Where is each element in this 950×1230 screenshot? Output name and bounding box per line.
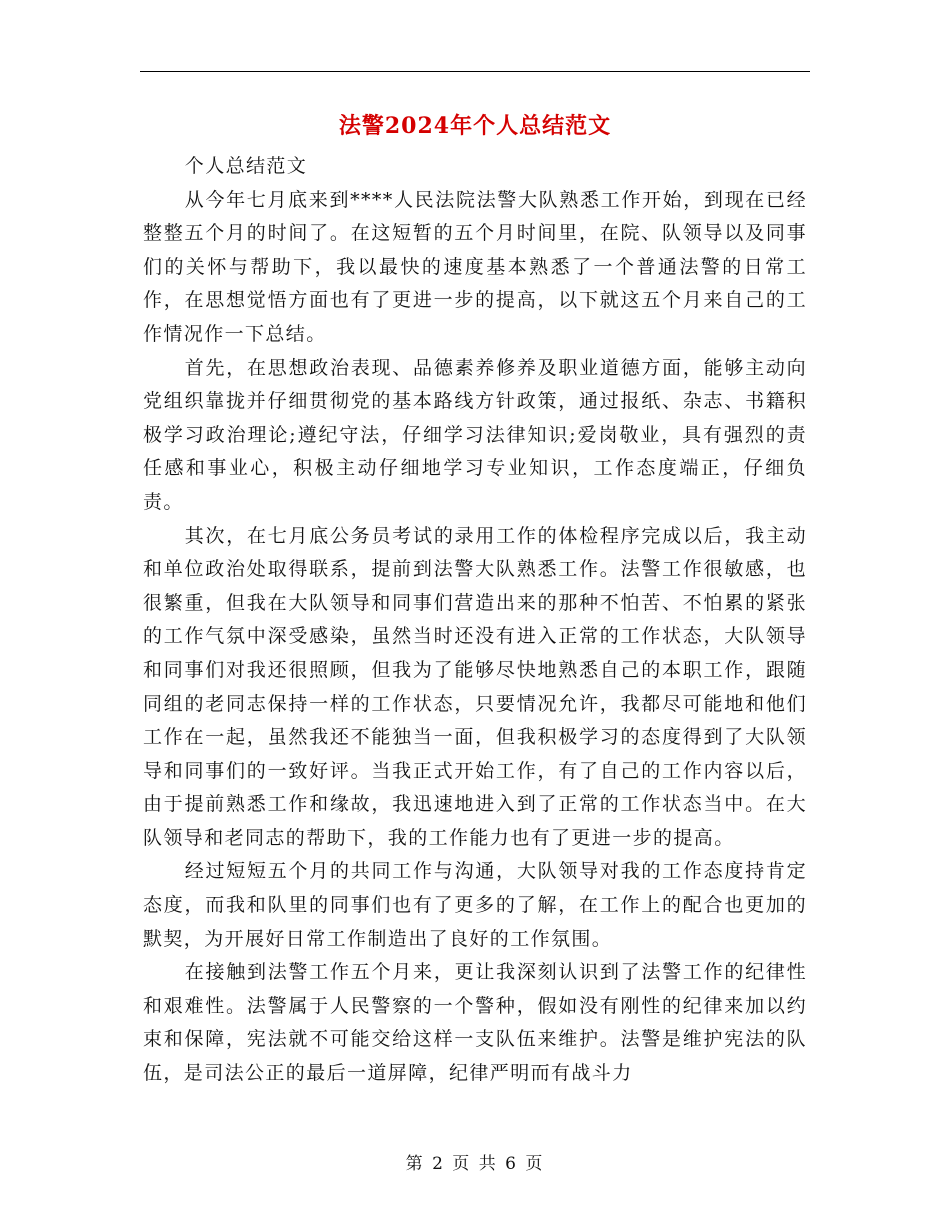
header-rule [140, 71, 810, 72]
paragraph: 其次，在七月底公务员考试的录用工作的体检程序完成以后，我主动和单位政治处取得联系，提前到法警大队熟悉工作。法警工作很敏感，也很繁重，但我在大队领导和同事们营造出来的那种不怕苦、不怕累的紧张的工作气氛中深受感染，虽然当时还没有进入正常的工作状态，大队领导和同事们对我还很照顾，但我为了能够尽快地熟悉自己的本职工作，跟随同组的老同志保持一样的工作状态，只要情况允许，我都尽可能地和他们工作在一起，虽然我还不能独当一面，但我积极学习的态度得到了大队领导和同事们的一致好评。当我正式开始工作，有了自己的工作内容以后，由于提前熟悉工作和缘故，我迅速地进入到了正常的工作状态当中。在大队领导和老同志的帮助下，我的工作能力也有了更进一步的提高。 [143, 524, 807, 849]
document-title: 法警2024年个人总结范文 [338, 113, 612, 139]
paragraph: 首先，在思想政治表现、品德素养修养及职业道德方面，能够主动向党组织靠拢并仔细贯彻党的基本路线方针政策，通过报纸、杂志、书籍积极学习政治理论;遵纪守法，仔细学习法律知识;爱岗敬业，具有强烈的责任感和事业心，积极主动仔细地学习专业知识，工作态度端正，仔细负责。 [143, 356, 807, 513]
paragraph-subtitle: 个人总结范文 [184, 155, 308, 177]
paragraph: 从今年七月底来到****人民法院法警大队熟悉工作开始，到现在已经整整五个月的时间了。在这短暂的五个月时间里，在院、队领导以及同事们的关怀与帮助下，我以最快的速度基本熟悉了一个普通法警的日常工作，在思想觉悟方面也有了更进一步的提高，以下就这五个月来自己的工作情况作一下总结。 [143, 188, 807, 345]
document-body [143, 150, 807, 1091]
page-footer: 第 2 页 共 6 页 [405, 1154, 545, 1174]
paragraph: 在接触到法警工作五个月来，更让我深刻认识到了法警工作的纪律性和艰难性。法警属于人民警察的一个警种，假如没有刚性的纪律来加以约束和保障，宪法就不可能交给这样一支队伍来维护。法警是维护宪法的队伍，是司法公正的最后一道屏障，纪律严明而有战斗力 [143, 961, 807, 1085]
paragraph: 经过短短五个月的共同工作与沟通，大队领导对我的工作态度持肯定态度，而我和队里的同事们也有了更多的了解，在工作上的配合也更加的默契，为开展好日常工作制造出了良好的工作氛围。 [143, 860, 807, 950]
